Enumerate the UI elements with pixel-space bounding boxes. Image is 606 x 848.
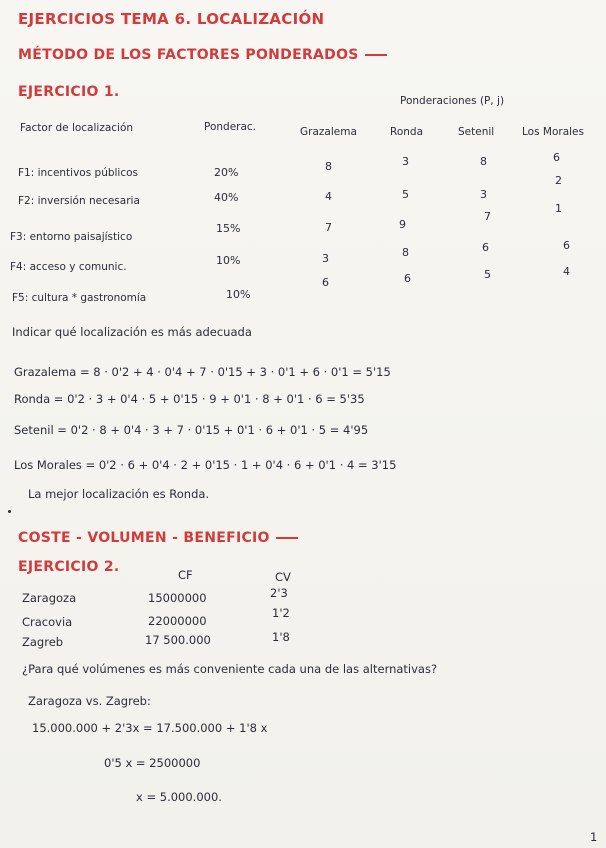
- city-label: Zaragoza: [22, 591, 77, 605]
- factor-weight: 40%: [214, 191, 239, 204]
- score-cell: 6: [322, 276, 329, 289]
- exercise-2-heading: EJERCICIO 2.: [18, 559, 120, 575]
- score-cell: 3: [322, 252, 329, 265]
- equation-line: 0'5 x = 2500000: [104, 756, 201, 770]
- score-cell: 2: [555, 174, 562, 187]
- score-cell: 3: [402, 155, 409, 168]
- margin-dot: [8, 510, 11, 513]
- cv-value: 2'3: [270, 586, 288, 600]
- factor-weight: 10%: [226, 288, 251, 301]
- score-cell: 4: [325, 190, 332, 203]
- factor-weight: 10%: [216, 254, 241, 267]
- score-cell: 9: [399, 218, 406, 231]
- score-cell: 1: [555, 202, 562, 215]
- exercise-1-conclusion: La mejor localización es Ronda.: [28, 487, 210, 501]
- factor-weight: 15%: [216, 222, 241, 235]
- factor-label: F3: entorno paisajístico: [10, 231, 133, 243]
- cf-value: 15000000: [148, 591, 207, 605]
- heading-dash: [365, 54, 387, 56]
- location-header-setenil: Setenil: [458, 126, 495, 138]
- cv-value: 1'8: [272, 630, 290, 644]
- exercise-1-heading: EJERCICIO 1.: [18, 84, 120, 100]
- score-cell: 4: [563, 265, 570, 278]
- calc-line: Grazalema = 8 · 0'2 + 4 · 0'4 + 7 · 0'15 + 3 · 0'1 + 6 · 0'1 = 5'15: [14, 365, 391, 379]
- col-weight-header: Ponderac.: [204, 121, 257, 133]
- cf-value: 17 500.000: [145, 633, 211, 647]
- factor-label: F2: inversión necesaria: [18, 195, 140, 207]
- col-cf-header: CF: [178, 568, 193, 582]
- score-cell: 8: [480, 155, 487, 168]
- page-number: 1: [590, 830, 598, 844]
- score-cell: 8: [325, 160, 332, 173]
- cf-value: 22000000: [148, 614, 207, 628]
- weights-label: Ponderaciones (P, j): [400, 95, 505, 107]
- factor-label: F4: acceso y comunic.: [10, 261, 127, 273]
- score-cell: 6: [553, 151, 560, 164]
- location-header-grazalema: Grazalema: [300, 126, 357, 138]
- calc-line: Los Morales = 0'2 · 6 + 0'4 · 2 + 0'15 · 1 + 0'4 · 6 + 0'1 · 4 = 3'15: [14, 458, 397, 472]
- location-header-ronda: Ronda: [390, 126, 424, 138]
- calc-line: Setenil = 0'2 · 8 + 0'4 · 3 + 7 · 0'15 + 0'1 · 6 + 0'1 · 5 = 4'95: [14, 423, 369, 437]
- score-cell: 6: [404, 272, 411, 285]
- exercise-1-question: Indicar qué localización es más adecuada: [12, 325, 252, 339]
- section-heading-factores: [18, 47, 387, 63]
- factor-label: F1: incentivos públicos: [18, 167, 139, 179]
- factor-label: F5: cultura * gastronomía: [12, 292, 147, 304]
- exercise-2-question: ¿Para qué volúmenes es más conveniente cada una de las alternativas?: [22, 662, 438, 676]
- heading-dash: [276, 537, 298, 539]
- score-cell: 8: [402, 246, 409, 259]
- score-cell: 7: [484, 210, 491, 223]
- col-factor-header: Factor de localización: [20, 122, 134, 134]
- equation-line: 15.000.000 + 2'3x = 17.500.000 + 1'8 x: [32, 721, 268, 735]
- section-heading-cvb-text: COSTE - VOLUMEN - BENEFICIO: [18, 530, 270, 546]
- score-cell: 6: [563, 239, 570, 252]
- col-cv-header: CV: [275, 570, 291, 584]
- city-label: Cracovia: [22, 615, 73, 629]
- equation-line: x = 5.000.000.: [136, 790, 222, 804]
- calc-line: Ronda = 0'2 · 3 + 0'4 · 5 + 0'15 · 9 + 0'1 · 8 + 0'1 · 6 = 5'35: [14, 392, 365, 406]
- cv-value: 1'2: [272, 606, 290, 620]
- section-heading-cvb: [18, 530, 298, 546]
- location-header-los-morales: Los Morales: [522, 126, 584, 138]
- city-label: Zagreb: [22, 635, 64, 649]
- comparison-label: Zaragoza vs. Zagreb:: [28, 694, 151, 708]
- score-cell: 3: [480, 188, 487, 201]
- page-title: EJERCICIOS TEMA 6. LOCALIZACIÓN: [18, 10, 325, 28]
- section-heading-factores-text: MÉTODO DE LOS FACTORES PONDERADOS: [18, 47, 359, 63]
- score-cell: 6: [482, 241, 489, 254]
- score-cell: 7: [325, 221, 332, 234]
- factor-weight: 20%: [214, 166, 239, 179]
- score-cell: 5: [484, 268, 491, 281]
- score-cell: 5: [402, 188, 409, 201]
